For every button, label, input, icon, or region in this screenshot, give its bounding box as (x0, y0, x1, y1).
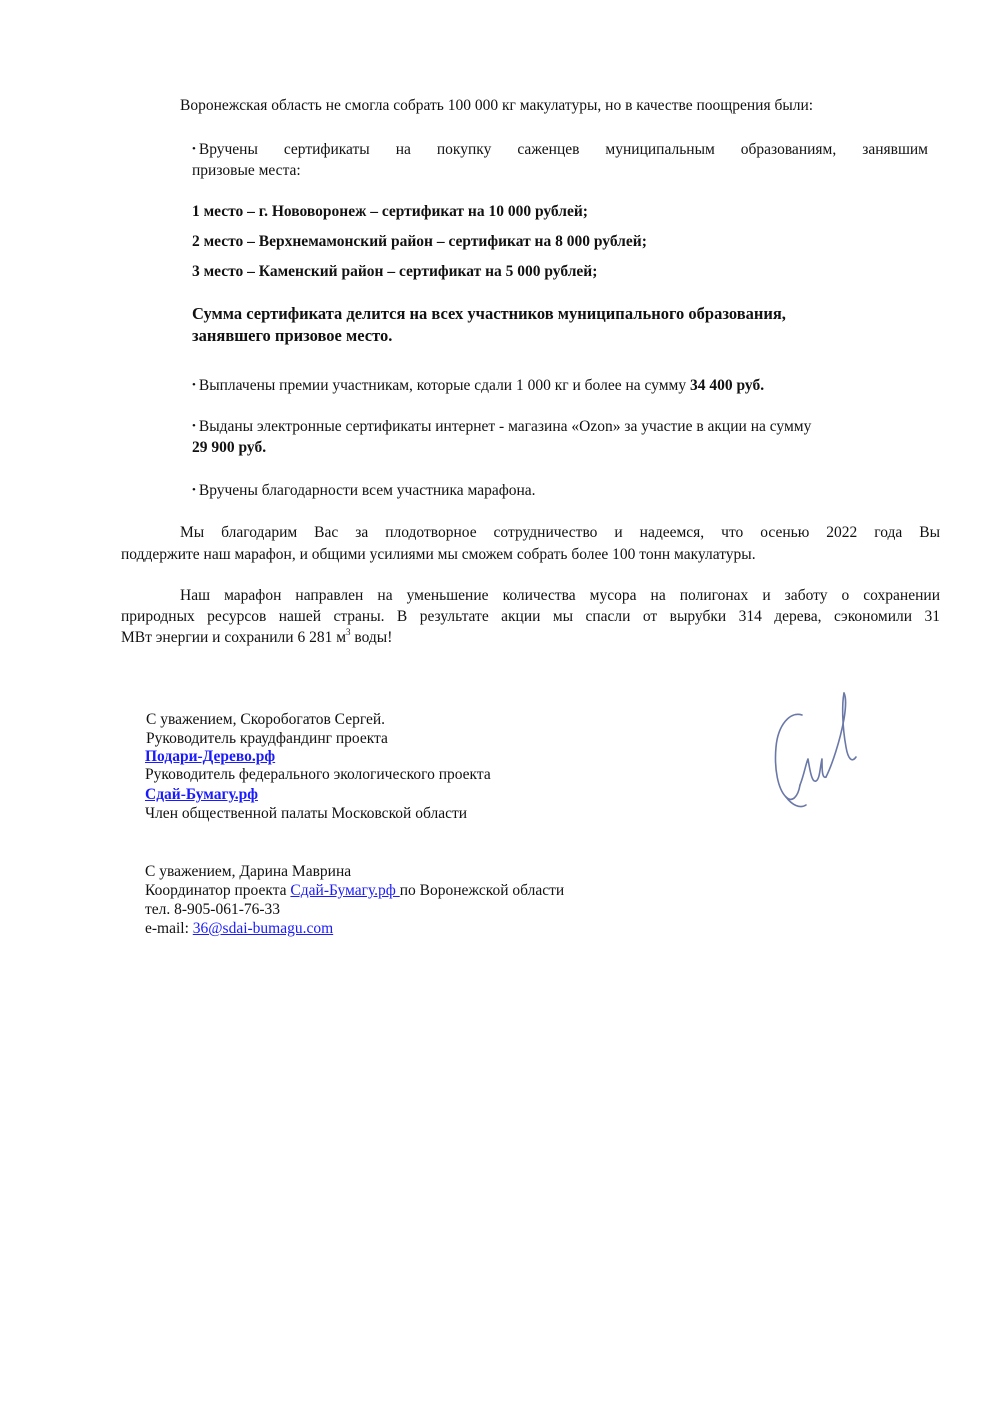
bullet-ozon (192, 418, 811, 436)
note-line2: занявшего призовое место. (192, 326, 393, 345)
sig2-role-pre: Координатор проекта (145, 882, 291, 899)
note-line1: Сумма сертификата делится на всех участников муниципального образования, (192, 304, 786, 323)
sig2-role-post: по Воронежской области (399, 882, 565, 899)
bullet-certificates-text: Вручены сертификаты на покупку саженцев муниципальным образованиям, занявшим (198, 141, 928, 158)
sig1-greeting: С уважением, Скоробогатов Сергей. (146, 711, 386, 728)
sig2-email-label: e-mail: (145, 920, 193, 937)
bullet-icon: • (192, 484, 196, 496)
bullet-ozon-text: Выданы электронные сертификаты интернет - магазина «Ozon» за участие в акции на сумму (198, 418, 812, 435)
bullet-thanks (192, 482, 536, 500)
bullet-premiums-text: Выплачены премии участникам, которые сдали 1 000 кг и более на сумму (198, 377, 690, 394)
email-link[interactable]: 36@sdai-bumagu.com (192, 920, 334, 937)
bullet-premiums (192, 377, 764, 395)
place-3: 3 место – Каменский район – сертификат на 5 000 рублей; (192, 263, 598, 280)
para2-line1: Наш марафон направлен на уменьшение количества мусора на полигонах и заботу о сохранении (180, 587, 940, 604)
para2-line3 (121, 629, 392, 647)
sig1-role1: Руководитель краудфандинг проекта (146, 730, 388, 747)
para2-line2: природных ресурсов нашей страны. В результате акции мы спасли от вырубки 314 дерева, сэкономили 31 (121, 608, 940, 625)
para2-line3-text: МВт энергии и сохранили 6 281 м (121, 629, 347, 646)
place-1: 1 место – г. Нововоронеж – сертификат на 10 000 рублей; (192, 203, 588, 220)
bullet-premiums-amount: 34 400 руб. (689, 377, 765, 394)
bullet-certificates-line2: призовые места: (192, 162, 301, 179)
sdai-bumagu-link[interactable]: Сдай-Бумагу.рф (145, 786, 258, 803)
podari-derevo-link[interactable]: Подари-Дерево.рф (145, 748, 276, 765)
para1-line1: Мы благодарим Вас за плодотворное сотрудничество и надеемся, что осенью 2022 года Вы (180, 524, 940, 541)
sig2-phone: тел. 8-905-061-76-33 (145, 901, 281, 918)
sig1-link-sdai-bumagu[interactable] (145, 786, 258, 804)
bullet-icon: • (192, 143, 196, 155)
bullet-icon: • (192, 420, 196, 432)
bullet-thanks-text: Вручены благодарности всем участника марафона. (198, 482, 536, 499)
para2-line3-end: воды! (350, 629, 393, 646)
bullet-certificates-line1 (192, 141, 928, 159)
sig2-email (145, 920, 333, 938)
sig1-role2: Руководитель федерального экологического проекта (145, 766, 491, 783)
bullet-icon: • (192, 379, 196, 391)
para1-line2: поддержите наш марафон, и общими усилиями мы сможем собрать более 100 тонн макулатуры. (121, 546, 756, 563)
place-2: 2 место – Верхнемамонский район – сертификат на 8 000 рублей; (192, 233, 647, 250)
handwritten-signature (760, 685, 870, 815)
sig2-sdai-bumagu-link[interactable]: Сдай-Бумагу.рф (290, 882, 400, 899)
bullet-ozon-amount: 29 900 руб. (192, 439, 267, 456)
sig1-role3: Член общественной палаты Московской области (145, 805, 468, 822)
sig2-role (145, 882, 564, 900)
sig1-link-podari-derevo[interactable] (145, 748, 275, 766)
cubic-superscript: 3 (346, 627, 351, 637)
intro-text: Воронежская область не смогла собрать 100 000 кг макулатуры, но в качестве поощрения были: (180, 97, 814, 114)
sig2-greeting: С уважением, Дарина Маврина (145, 863, 352, 880)
